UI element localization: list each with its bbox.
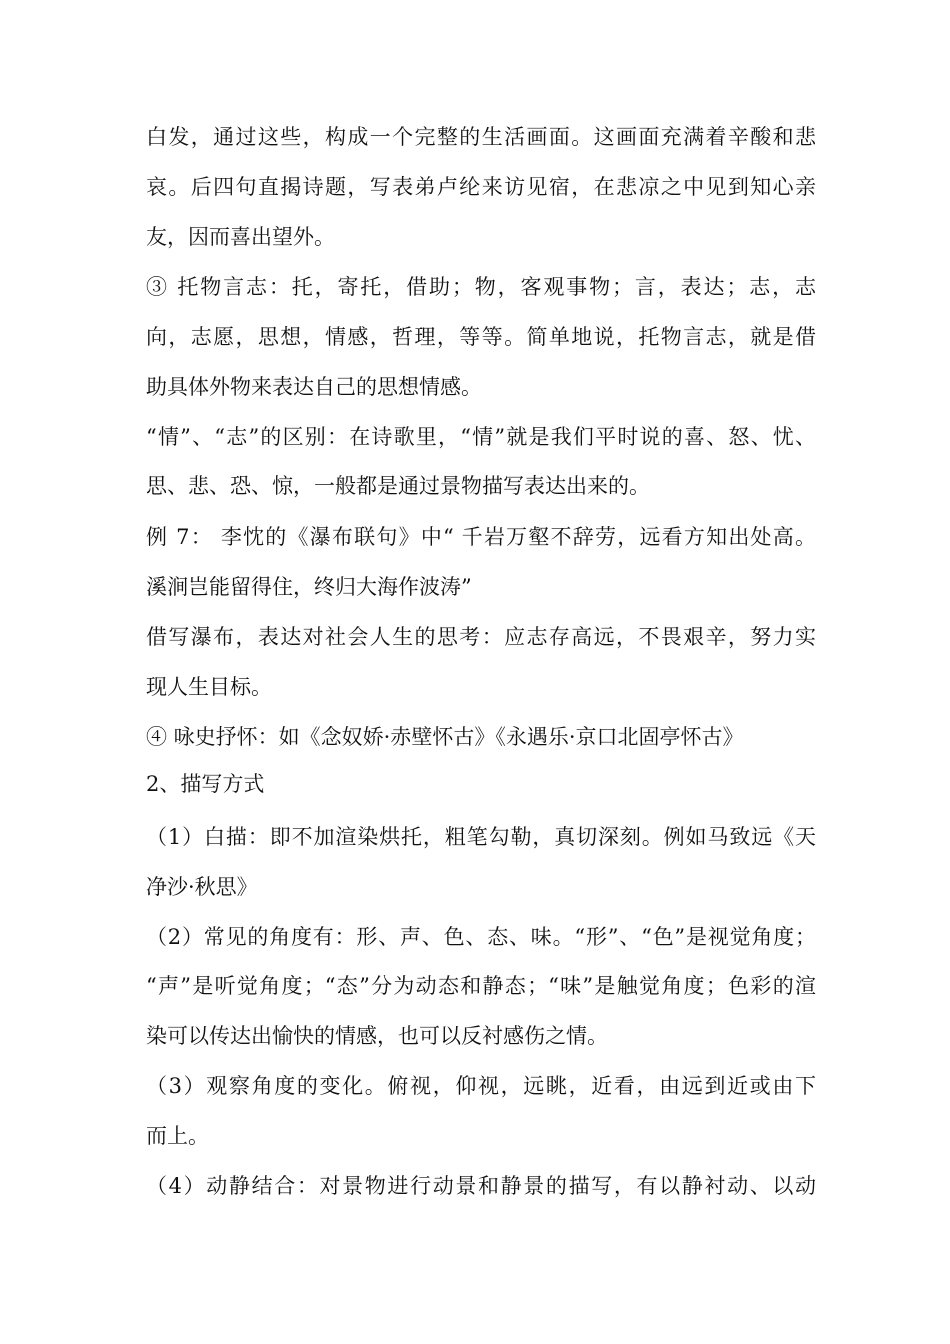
text-line: 思、悲、恐、惊，一般都是通过景物描写表达出来的。	[146, 474, 650, 498]
section-heading: 2、描写方式	[146, 772, 265, 796]
text-line: 哀。后四句直揭诗题，写表弟卢纶来访见宿，在悲凉之中见到知心亲	[146, 175, 816, 199]
text-line: 白发，通过这些，构成一个完整的生活画面。这画面充满着辛酸和悲	[146, 125, 816, 149]
text-line: 净沙·秋思》	[146, 875, 258, 899]
text-line: 友，因而喜出望外。	[146, 225, 335, 249]
text-line: （4）动静结合：对景物进行动景和静景的描写，有以静衬动、以动	[146, 1174, 816, 1198]
text-line: （2）常见的角度有：形、声、色、态、味。“形”、“色”是视觉角度；	[146, 925, 816, 949]
text-line: 而上。	[146, 1124, 209, 1148]
text-line: 例 7： 李忱的《瀑布联句》中“ 千岩万壑不辞劳，远看方知出处高。	[146, 525, 816, 549]
text-line: 向，志愿，思想，情感，哲理，等等。简单地说，托物言志，就是借	[146, 325, 816, 349]
text-line: 助具体外物来表达自己的思想情感。	[146, 375, 482, 399]
text-line: 溪涧岂能留得住，终归大海作波涛”	[146, 575, 472, 599]
text-line: （1）白描：即不加渲染烘托，粗笔勾勒，真切深刻。例如马致远《天	[146, 825, 816, 849]
text-line: ④ 咏史抒怀：如《念奴娇·赤壁怀古》《永遇乐·京口北固亭怀古》	[146, 725, 744, 749]
text-line: （3）观察角度的变化。俯视，仰视，远眺，近看，由远到近或由下	[146, 1074, 816, 1098]
text-line: 现人生目标。	[146, 675, 272, 699]
text-line: “声”是听觉角度；“态”分为动态和静态；“味”是触觉角度；色彩的渲	[146, 974, 816, 998]
text-line: “情”、“志”的区别：在诗歌里，“情”就是我们平时说的喜、怒、忧、	[146, 425, 816, 449]
text-line: 借写瀑布，表达对社会人生的思考：应志存高远，不畏艰辛，努力实	[146, 625, 816, 649]
text-line: 染可以传达出愉快的情感，也可以反衬感伤之情。	[146, 1024, 608, 1048]
text-line: ③ 托物言志：托，寄托，借助；物，客观事物；言，表达；志，志	[146, 275, 816, 299]
